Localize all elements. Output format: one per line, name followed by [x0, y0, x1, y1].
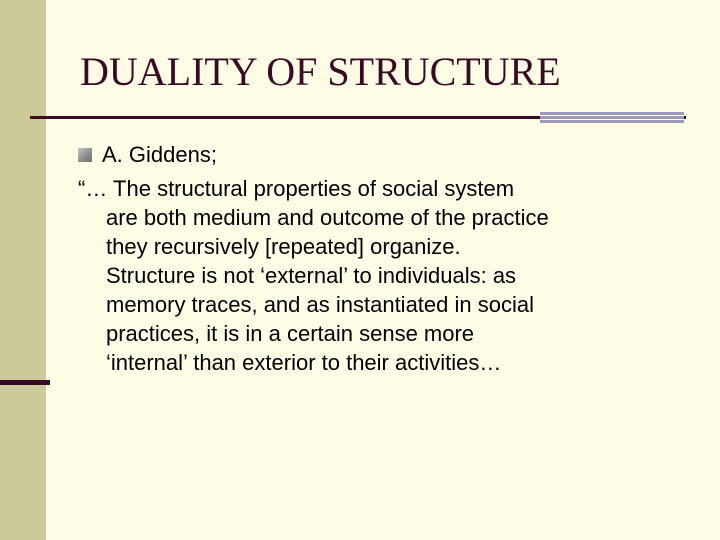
quote-line: “… The structural properties of social system: [78, 176, 515, 201]
quote-block: [78, 174, 678, 377]
quote-line: Structure is not ‘external’ to individuals: as: [106, 263, 517, 288]
quote-line: are both medium and outcome of the practice: [106, 205, 549, 230]
left-accent-bar: [0, 380, 50, 385]
slide-title: DUALITY OF STRUCTURE: [80, 49, 561, 94]
square-bullet-icon: [78, 148, 92, 162]
bullet-item: [78, 140, 217, 170]
quote-line: practices, it is in a certain sense more: [106, 321, 475, 346]
left-decor-band: [0, 0, 46, 540]
quote-line: they recursively [repeated] organize.: [106, 234, 461, 259]
quote-line: ‘internal’ than exterior to their activities…: [106, 350, 502, 375]
bullet-text: A. Giddens;: [102, 142, 217, 167]
divider-accent: [540, 112, 684, 124]
quote-line: memory traces, and as instantiated in social: [106, 292, 534, 317]
